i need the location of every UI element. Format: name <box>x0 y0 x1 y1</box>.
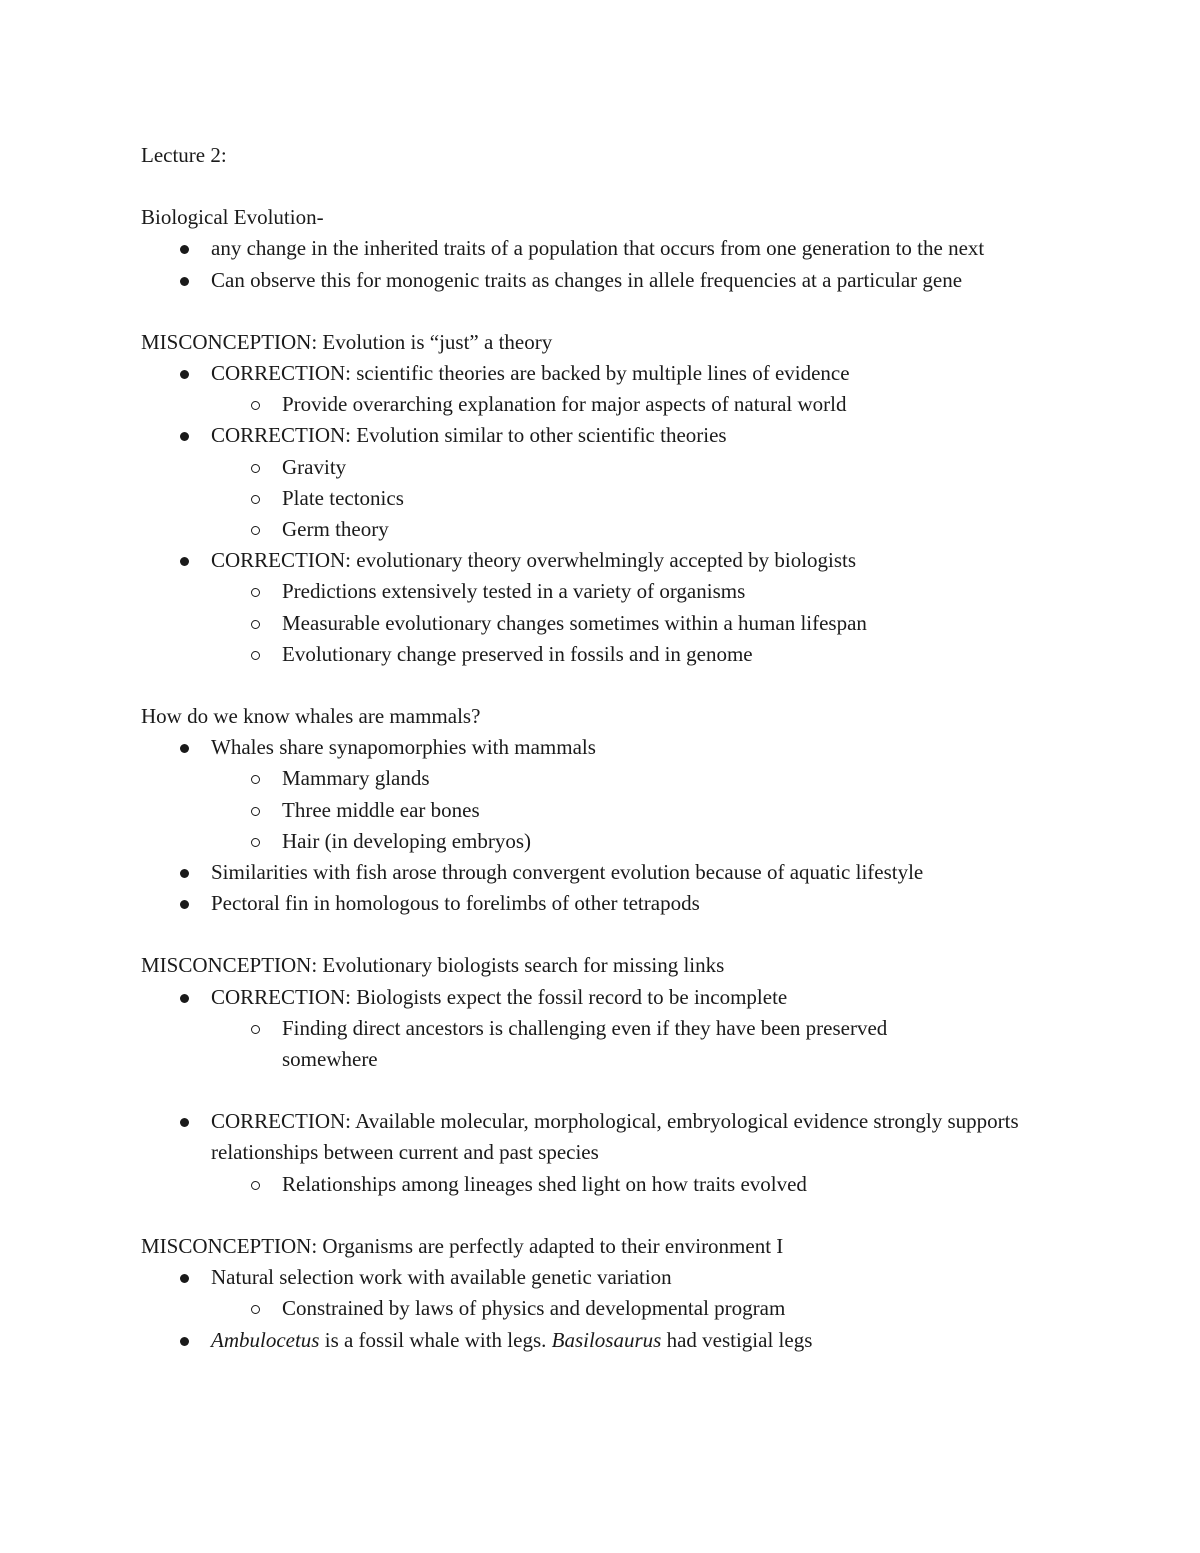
spacer <box>141 919 1101 950</box>
hollow-bullet-icon <box>251 807 260 816</box>
section-heading-misconception-adapted: MISCONCEPTION: Organisms are perfectly adapted to their environment I <box>141 1233 784 1258</box>
list-item <box>141 857 1101 888</box>
sub-list-item-text: Plate tectonics <box>282 485 404 510</box>
sub-list-item <box>141 826 1101 857</box>
spacer <box>141 171 1101 202</box>
hollow-bullet-icon <box>251 775 260 784</box>
hollow-bullet-icon <box>251 464 260 473</box>
hollow-bullet-icon <box>251 526 260 535</box>
sub-list-item-text: Germ theory <box>282 517 389 542</box>
bullet-icon <box>180 994 189 1003</box>
sub-list-item-text: Measurable evolutionary changes sometimes within a human lifespan <box>282 610 867 635</box>
sub-list-item <box>141 452 1101 483</box>
hollow-bullet-icon <box>251 651 260 660</box>
list-item-text: CORRECTION: scientific theories are backed by multiple lines of evidence <box>211 361 850 386</box>
list-item <box>141 1325 1101 1356</box>
sub-list-item-text: Predictions extensively tested in a variety of organisms <box>282 579 746 604</box>
list-item <box>141 982 1101 1013</box>
sub-list-item-text: Gravity <box>282 454 347 479</box>
sub-list-item <box>141 389 1101 420</box>
bullet-icon <box>180 557 189 566</box>
list-item <box>141 1262 1101 1293</box>
sub-list-item <box>141 639 1101 670</box>
sub-list-item <box>141 608 1101 639</box>
bullet-icon <box>180 1118 189 1127</box>
list-item-text: had vestigial legs <box>661 1327 813 1352</box>
hollow-bullet-icon <box>251 588 260 597</box>
hollow-bullet-icon <box>251 838 260 847</box>
sub-list-item-text: Mammary glands <box>282 766 430 791</box>
lecture-notes-page <box>141 140 1101 1356</box>
bullet-icon <box>180 277 189 286</box>
list-item <box>141 265 1101 296</box>
hollow-bullet-icon <box>251 1025 260 1034</box>
sub-list-item <box>141 514 1101 545</box>
section-heading-biological-evolution: Biological Evolution- <box>141 205 324 230</box>
spacer <box>141 1200 1101 1231</box>
section-heading-misconception-theory: MISCONCEPTION: Evolution is “just” a theory <box>141 329 553 354</box>
section-heading-misconception-links: MISCONCEPTION: Evolutionary biologists search for missing links <box>141 953 725 978</box>
list-item-text: any change in the inherited traits of a population that occurs from one generation to the next <box>211 236 985 261</box>
sub-list-item <box>141 1293 1101 1324</box>
list-item-text: Natural selection work with available genetic variation <box>211 1265 672 1290</box>
hollow-bullet-icon <box>251 1305 260 1314</box>
list-item <box>141 420 1101 451</box>
list-item <box>141 233 1101 264</box>
bullet-icon <box>180 744 189 753</box>
bullet-icon <box>180 370 189 379</box>
sub-list-item-text: Provide overarching explanation for major aspects of natural world <box>282 392 847 417</box>
spacer <box>141 670 1101 701</box>
sub-list-item-text: Evolutionary change preserved in fossils and in genome <box>282 641 753 666</box>
sub-list-item-text: Constrained by laws of physics and developmental program <box>282 1296 786 1321</box>
list-item <box>141 732 1101 763</box>
list-item-text: CORRECTION: Evolution similar to other scientific theories <box>211 423 727 448</box>
sub-list-item-text: Relationships among lineages shed light on how traits evolved <box>282 1171 807 1196</box>
list-item-text: is a fossil whale with legs. <box>319 1327 552 1352</box>
list-item <box>141 1106 1101 1168</box>
sub-list-item <box>141 763 1101 794</box>
list-item <box>141 888 1101 919</box>
sub-list-item <box>141 1169 1101 1200</box>
list-item-text: CORRECTION: Biologists expect the fossil record to be incomplete <box>211 984 788 1009</box>
list-item <box>141 545 1101 576</box>
bullet-icon <box>180 900 189 909</box>
spacer <box>141 296 1101 327</box>
section-heading-whales: How do we know whales are mammals? <box>141 704 481 729</box>
list-item-text: CORRECTION: evolutionary theory overwhelmingly accepted by biologists <box>211 548 857 573</box>
sub-list-item <box>141 1013 1101 1075</box>
list-item-text: CORRECTION: Available molecular, morphological, embryological evidence strongly supports relationships between current and past species <box>211 1109 1019 1165</box>
hollow-bullet-icon <box>251 401 260 410</box>
bullet-icon <box>180 1337 189 1346</box>
sub-list-item <box>141 483 1101 514</box>
bullet-icon <box>180 869 189 878</box>
sub-list-item-text: Three middle ear bones <box>282 797 480 822</box>
list-item-text: Can observe this for monogenic traits as changes in allele frequencies at a particular gene <box>211 267 963 292</box>
bullet-icon <box>180 432 189 441</box>
hollow-bullet-icon <box>251 495 260 504</box>
hollow-bullet-icon <box>251 1181 260 1190</box>
bullet-icon <box>180 1274 189 1283</box>
sub-list-item-text: Hair (in developing embryos) <box>282 828 532 853</box>
list-item <box>141 358 1101 389</box>
hollow-bullet-icon <box>251 620 260 629</box>
list-item-text: Whales share synapomorphies with mammals <box>211 735 596 760</box>
sub-list-item <box>141 795 1101 826</box>
list-item-text: Pectoral fin in homologous to forelimbs of other tetrapods <box>211 891 700 916</box>
italic-term-ambulocetus: Ambulocetus <box>211 1327 320 1352</box>
bullet-icon <box>180 245 189 254</box>
lecture-title: Lecture 2: <box>141 143 227 167</box>
list-item-text: Similarities with fish arose through convergent evolution because of aquatic lifestyle <box>211 860 924 885</box>
spacer <box>141 1075 1101 1106</box>
sub-list-item <box>141 576 1101 607</box>
italic-term-basilosaurus: Basilosaurus <box>551 1327 662 1352</box>
sub-list-item-text: Finding direct ancestors is challenging even if they have been preserved somewhere <box>282 1015 888 1072</box>
